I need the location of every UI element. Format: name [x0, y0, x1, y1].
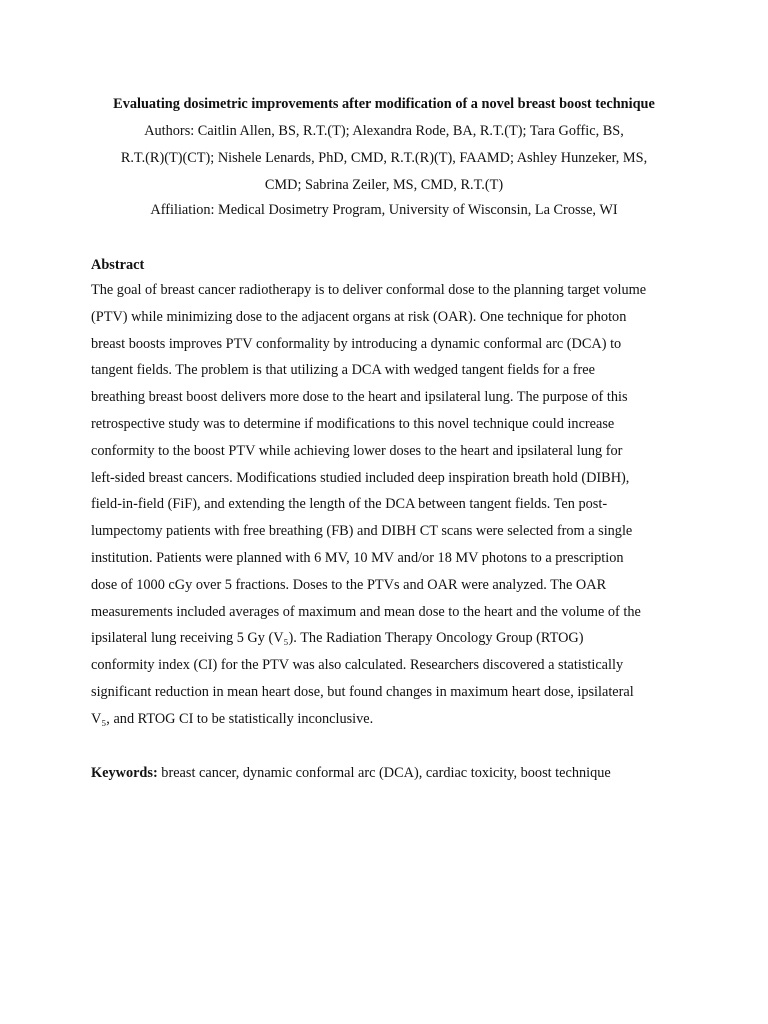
abstract-line: V₅, and RTOG CI to be statistically inconclusive.: [91, 710, 374, 727]
abstract-line: retrospective study was to determine if modifications to this novel technique could increase: [91, 415, 615, 432]
abstract-line: institution. Patients were planned with 6 MV, 10 MV and/or 18 MV photons to a prescription: [91, 549, 624, 566]
author-line: CMD; Sabrina Zeiler, MS, CMD, R.T.(T): [264, 177, 504, 193]
keywords: [91, 761, 691, 785]
author-list: [90, 118, 678, 199]
abstract-body: [91, 277, 677, 733]
abstract-line: (PTV) while minimizing dose to the adjacent organs at risk (OAR). One technique for photon: [91, 308, 627, 325]
keywords-label: Keywords:: [91, 765, 158, 781]
abstract-line: significant reduction in mean heart dose, but found changes in maximum heart dose, ipsilateral: [91, 683, 634, 700]
abstract-line: measurements included averages of maximum and mean dose to the heart and the volume of the: [91, 603, 641, 620]
abstract-line: breathing breast boost delivers more dose to the heart and ipsilateral lung. The purpose of this: [91, 389, 628, 406]
abstract-line: breast boosts improves PTV conformality by introducing a dynamic conformal arc (DCA) to: [91, 335, 622, 352]
abstract-line: ipsilateral lung receiving 5 Gy (V₅). The Radiation Therapy Oncology Group (RTOG): [91, 630, 584, 647]
keywords-text: breast cancer, dynamic conformal arc (DCA), cardiac toxicity, boost technique: [157, 765, 611, 781]
abstract-line: lumpectomy patients with free breathing (FB) and DIBH CT scans were selected from a single: [91, 523, 633, 540]
abstract-line: The goal of breast cancer radiotherapy is to deliver conformal dose to the planning target volume: [91, 282, 647, 298]
abstract-line: dose of 1000 cGy over 5 fractions. Doses to the PTVs and OAR were analyzed. The OAR: [91, 576, 607, 593]
abstract-line: tangent fields. The problem is that utilizing a DCA with wedged tangent fields for a free: [91, 362, 595, 379]
abstract-heading: Abstract: [91, 257, 145, 273]
paper-title: Evaluating dosimetric improvements after modification of a novel breast boost technique: [113, 96, 655, 112]
author-line: R.T.(R)(T)(CT); Nishele Lenards, PhD, CMD, R.T.(R)(T), FAAMD; Ashley Hunzeker, MS,: [120, 150, 648, 166]
abstract-line: left-sided breast cancers. Modifications studied included deep inspiration breath hold (DIBH),: [91, 469, 630, 486]
author-line: Authors: Caitlin Allen, BS, R.T.(T); Alexandra Rode, BA, R.T.(T); Tara Goffic, BS,: [144, 123, 624, 139]
abstract-line: field-in-field (FiF), and extending the length of the DCA between tangent fields. Ten post-: [91, 496, 608, 513]
affiliation: Affiliation: Medical Dosimetry Program, University of Wisconsin, La Crosse, WI: [150, 202, 618, 218]
abstract-line: conformity to the boost PTV while achieving lower doses to the heart and ipsilateral lung for: [91, 442, 623, 459]
abstract-line: conformity index (CI) for the PTV was also calculated. Researchers discovered a statistically: [91, 657, 624, 674]
